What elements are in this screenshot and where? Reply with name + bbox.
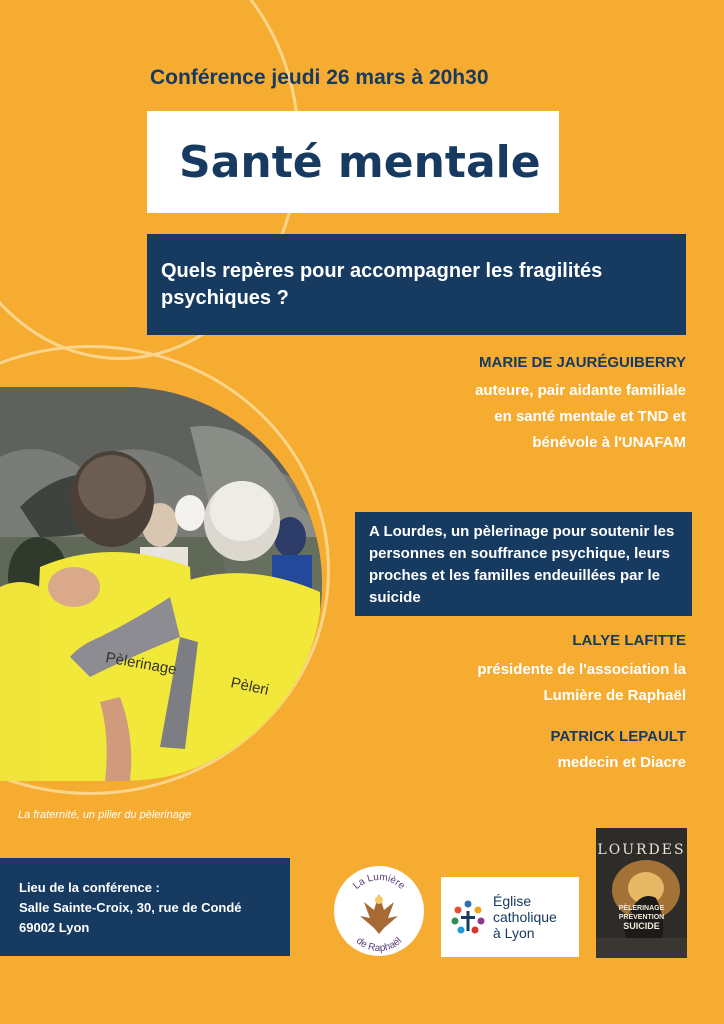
- shirt-text: Pèleri: [229, 674, 271, 699]
- book-subtitle-line: PRÉVENTION: [618, 914, 665, 921]
- speaker-role-line: Lumière de Raphaël: [543, 687, 686, 704]
- lumiere-logo-text-bottom: de Raphaël: [353, 935, 405, 955]
- speaker-role-line: présidente de l'association la: [477, 661, 686, 678]
- book-title: LOURDES: [597, 842, 686, 858]
- speaker-role-line: en santé mentale et TND et: [494, 408, 686, 425]
- speaker-name-1: MARIE DE JAURÉGUIBERRY: [479, 354, 686, 371]
- lourdes-banner: [355, 512, 692, 616]
- conference-date: Conférence jeudi 26 mars à 20h30: [150, 66, 489, 89]
- lumiere-logo-text-top: La Lumière: [351, 871, 407, 892]
- eglise-logo-text: [493, 893, 557, 941]
- svg-text:La Lumière: [351, 872, 407, 892]
- question-text: Quels repères pour accompagner les fragilités psychiques ?: [161, 260, 603, 309]
- svg-text:de Raphaël: [354, 935, 404, 954]
- speaker-name-2: LALYE LAFITTE: [572, 632, 686, 649]
- lumiere-logo-mark: [334, 866, 424, 956]
- eglise-logo-mark: [448, 897, 488, 937]
- question-banner: [147, 234, 686, 335]
- speaker-role-line: bénévole à l'UNAFAM: [532, 434, 686, 451]
- book-subtitle-line: SUICIDE: [623, 921, 660, 931]
- page-title: Santé mentale: [179, 137, 541, 188]
- eglise-logo-line: à Lyon: [493, 925, 535, 941]
- eglise-catholique-lyon-logo: [441, 877, 579, 957]
- lourdes-text: A Lourdes, un pèlerinage pour soutenir les personnes en souffrance psychique, leurs proches et les familles endeuillées par le suicide: [369, 523, 675, 606]
- eglise-logo-line: Église: [493, 893, 532, 909]
- eglise-logo-line: catholique: [493, 909, 557, 925]
- speaker-role-line: medecin et Diacre: [557, 754, 686, 771]
- photo-caption: La fraternité, un pilier du pèlerinage: [18, 809, 192, 821]
- speaker-role-2: [477, 657, 686, 709]
- venue-label: Lieu de la conférence :: [19, 880, 160, 895]
- lourdes-book-cover: [596, 828, 687, 958]
- book-subtitle-line: PÈLERINAGE: [618, 905, 665, 912]
- speaker-role-3: [558, 750, 686, 776]
- speaker-role-line: auteure, pair aidante familiale: [475, 382, 686, 399]
- venue-banner: [0, 858, 290, 956]
- lumiere-de-raphael-logo: [334, 866, 424, 956]
- book-subtitle: [596, 904, 687, 931]
- speaker-role-1: [475, 378, 686, 456]
- shirt-text: Pèlerinage: [104, 649, 178, 679]
- venue-address: Salle Sainte-Croix, 30, rue de Condé: [19, 900, 242, 915]
- speaker-name-3: PATRICK LEPAULT: [550, 728, 686, 745]
- title-banner: [147, 111, 559, 213]
- venue-city: 69002 Lyon: [19, 920, 90, 935]
